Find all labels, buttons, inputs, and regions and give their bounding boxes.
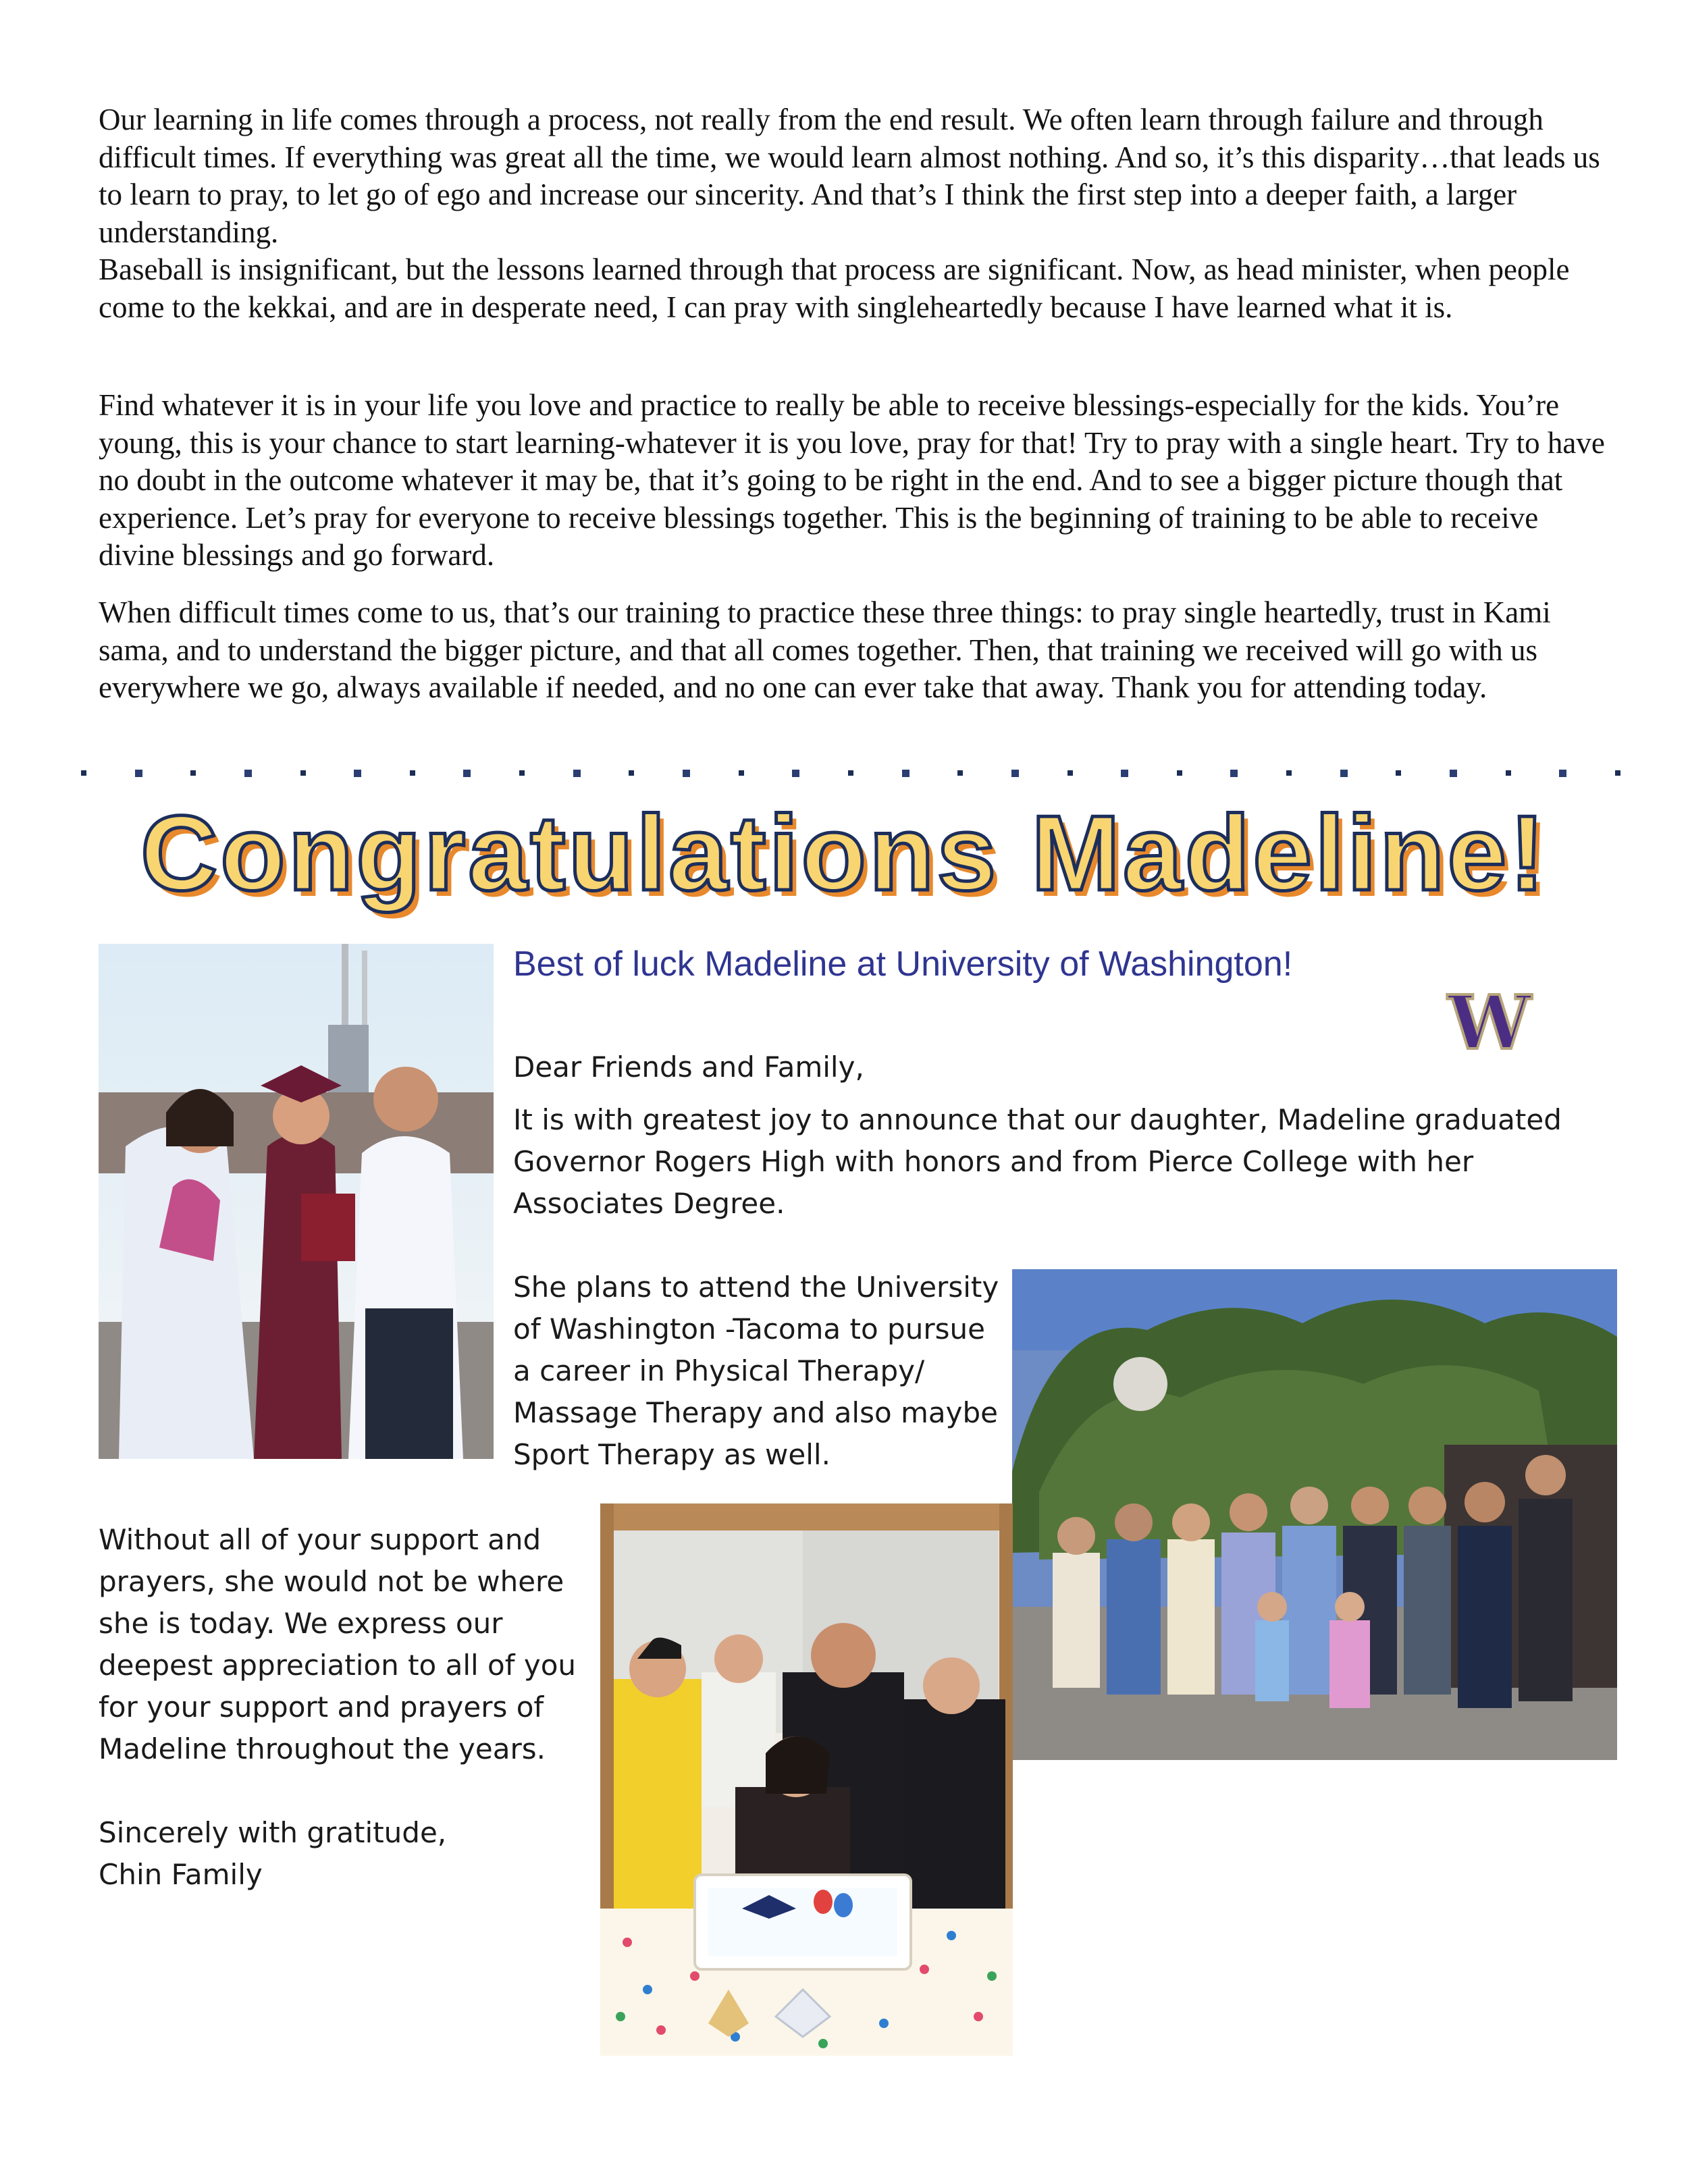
paragraph-find-love: Find whatever it is in your life you love and practice to really be able to receive blessings-especially for the kids. You’re young, this is your chance to start learning-whatever it is you love, pray for that! Try to pray with a single heart. Try to have no doubt in the outcome whatever it may be, that it’s going to be right in the end. And to see a bigger picture though that experience. Let’s pray for everyone to receive blessings together. This is the beginning of training to be able to receive divine blessings and go forward. [99,388,1605,572]
best-of-luck-line: Best of luck Madeline at University of Washington! [513,944,1293,984]
divider-dot [957,770,963,776]
divider-dot [300,770,306,776]
divider-dot [190,770,196,776]
divider-dot [1340,770,1348,777]
letter-announcement: It is with greatest joy to announce that our daughter, Madeline graduated Governor Rogers High with honors and from Pierce College with her Associates Degree. [513,1103,1562,1220]
paragraph-difficult-times: When difficult times come to us, that’s our training to practice these three things: to pray single heartedly, trust in Kami sama, and to understand the bigger picture, and that all comes together. Then, that training we received will go with us everywhere we go, always available if needed, and no one can ever take that away. Thank you for attending today. [99,595,1551,704]
divider-dot [519,770,525,776]
dotted-divider [81,767,1620,779]
letter-signature: Chin Family [99,1858,263,1891]
congratulations-headline: Congratulations Madeline! [140,794,1548,913]
divider-dot [244,770,252,777]
divider-dot [1177,770,1182,776]
divider-dot [1286,770,1292,776]
divider-dot [463,770,471,777]
divider-dot [1230,770,1238,777]
divider-dot [573,770,581,777]
uw-logo-letter: W [1448,989,1531,1057]
family-group-photo [1012,1269,1617,1760]
divider-dot [629,770,634,776]
divider-dot [1067,770,1073,776]
divider-dot [739,770,744,776]
celebration-cake-photo [600,1503,1013,2056]
letter-support: Without all of your support and prayers, she would not be where she is today. We express our deepest appreciation to all of you for your support and prayers of Madeline throughout the years. [99,1523,577,1765]
divider-dot [1450,770,1457,777]
divider-dot [1011,770,1019,777]
divider-dot [1559,770,1566,777]
divider-dot [410,770,415,776]
divider-dot [1121,770,1128,777]
divider-dot [848,770,853,776]
university-of-washington-logo-icon [1442,989,1537,1057]
letter-plans: She plans to attend the University of Washington -Tacoma to pursue a career in Physical Therapy/ Massage Therapy and also maybe Sport Therapy as well. [513,1271,999,1471]
graduation-photo [99,944,494,1459]
letter-signoff: Sincerely with gratitude, [99,1816,447,1849]
divider-dot [792,770,799,777]
divider-dot [902,770,909,777]
divider-dot [1615,770,1620,776]
paragraph-baseball: Baseball is insignificant, but the lessons learned through that process are significant. Now, as head minister, when people come to the kekkai, and are in desperate need, I can pray with singleheartedly because I have learned what it is. [99,252,1570,324]
divider-dot [354,770,361,777]
divider-dot [683,770,690,777]
letter-greeting: Dear Friends and Family, [513,1050,864,1084]
divider-dot [135,770,142,777]
paragraph-process: Our learning in life comes through a process, not really from the end result. We often learn through failure and through difficult times. If everything was great all the time, we would learn almost nothing. And so, it’s this disparity…that leads us to learn to pray, to let go of ego and increase our sincerity. And that’s I think the first step into a deeper faith, a larger understanding. [99,103,1600,249]
divider-dot [1506,770,1511,776]
divider-dot [1396,770,1401,776]
divider-dot [81,770,86,776]
